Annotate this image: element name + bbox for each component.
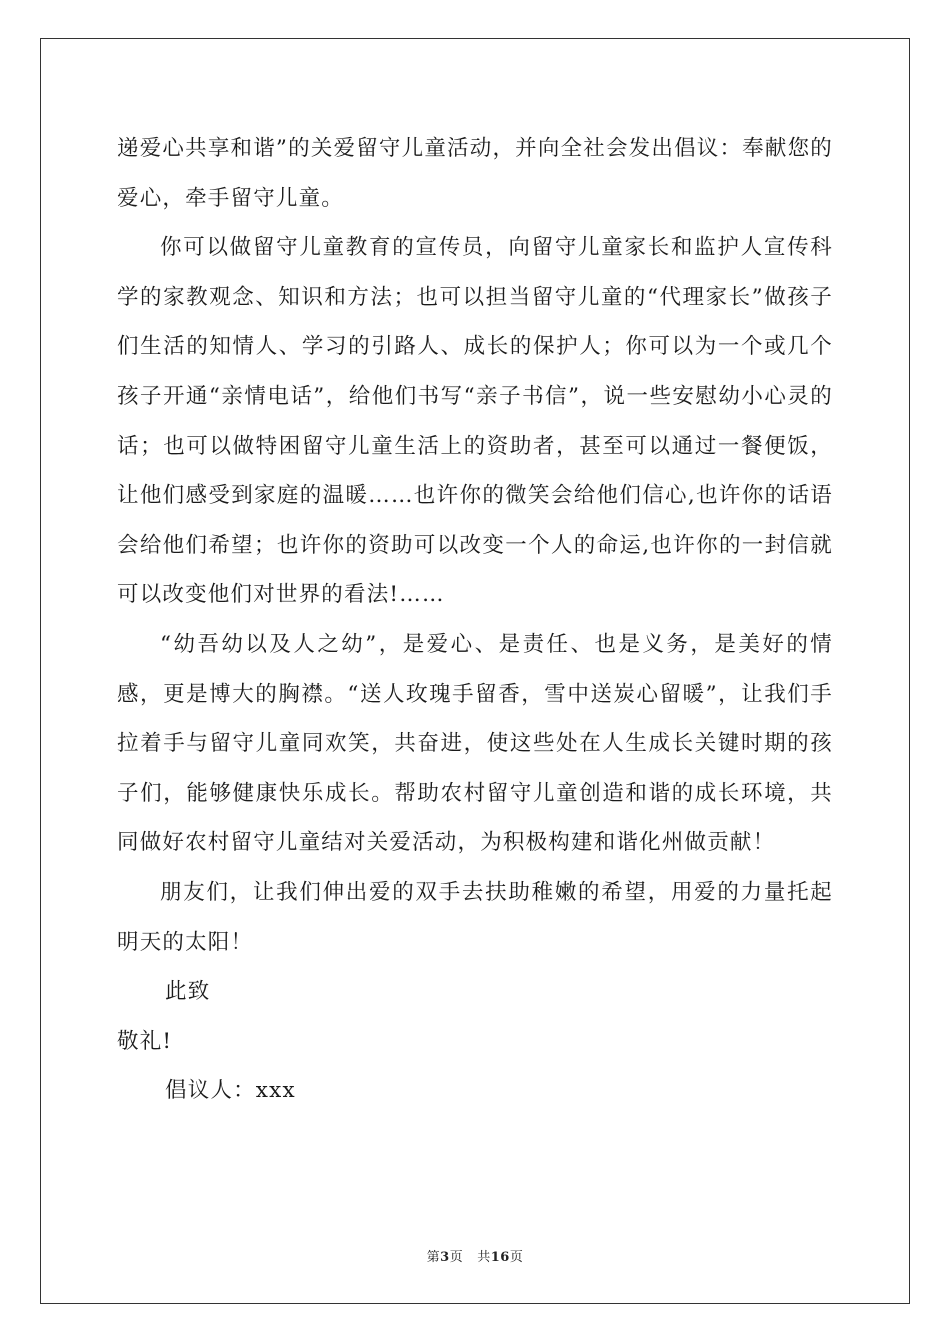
total-pages: 16 [490,1250,510,1265]
document-body [117,124,833,1116]
page-prefix: 第 [426,1250,441,1265]
paragraph-appeal: “幼吾幼以及人之幼”，是爱心、是责任、也是义务，是美好的情感，更是博大的胸襟。“送人玫瑰手留香，雪中送炭心留暖”，让我们手拉着手与留守儿童同欢笑，共奋进，使这些处在人生成长关键时期的孩子们，能够健康快乐成长。帮助农村留守儿童创造和谐的成长环境，共同做好农村留守儿童结对关爱活动，为积极构建和谐化州做贡献！ [117,631,833,856]
page-footer [0,1246,950,1265]
salutation: 敬礼! [117,1028,173,1054]
paragraph-continued: 递爱心共享和谐”的关爱留守儿童活动，并向全社会发出倡议：奉献您的爱心，牵手留守儿童。 [117,136,833,211]
closing-phrase: 此致 [165,979,211,1005]
signature: 倡议人：xxx [165,1078,296,1104]
paragraph-call-to-action: 朋友们，让我们伸出爱的双手去扶助稚嫩的希望，用爱的力量托起明天的太阳！ [117,879,833,955]
page-suffix: 页 [449,1250,464,1265]
total-prefix: 共 [477,1250,491,1265]
paragraph-suggestions: 你可以做留守儿童教育的宣传员，向留守儿童家长和监护人宣传科学的家教观念、知识和方法；也可以担当留守儿童的“代理家长”做孩子们生活的知情人、学习的引路人、成长的保护人；你可以为一个或几个孩子开通“亲情电话”，给他们书写“亲子书信”，说一些安慰幼小心灵的话；也可以做特困留守儿童生活上的资助者，甚至可以通过一餐便饭，让他们感受到家庭的温暖……也许你的微笑会给他们信心,也许你的话语会给他们希望；也许你的资助可以改变一个人的命运,也许你的一封信就可以改变他们对世界的看法!…… [117,235,833,608]
page-number: 3 [440,1250,450,1265]
total-suffix: 页 [509,1250,524,1265]
